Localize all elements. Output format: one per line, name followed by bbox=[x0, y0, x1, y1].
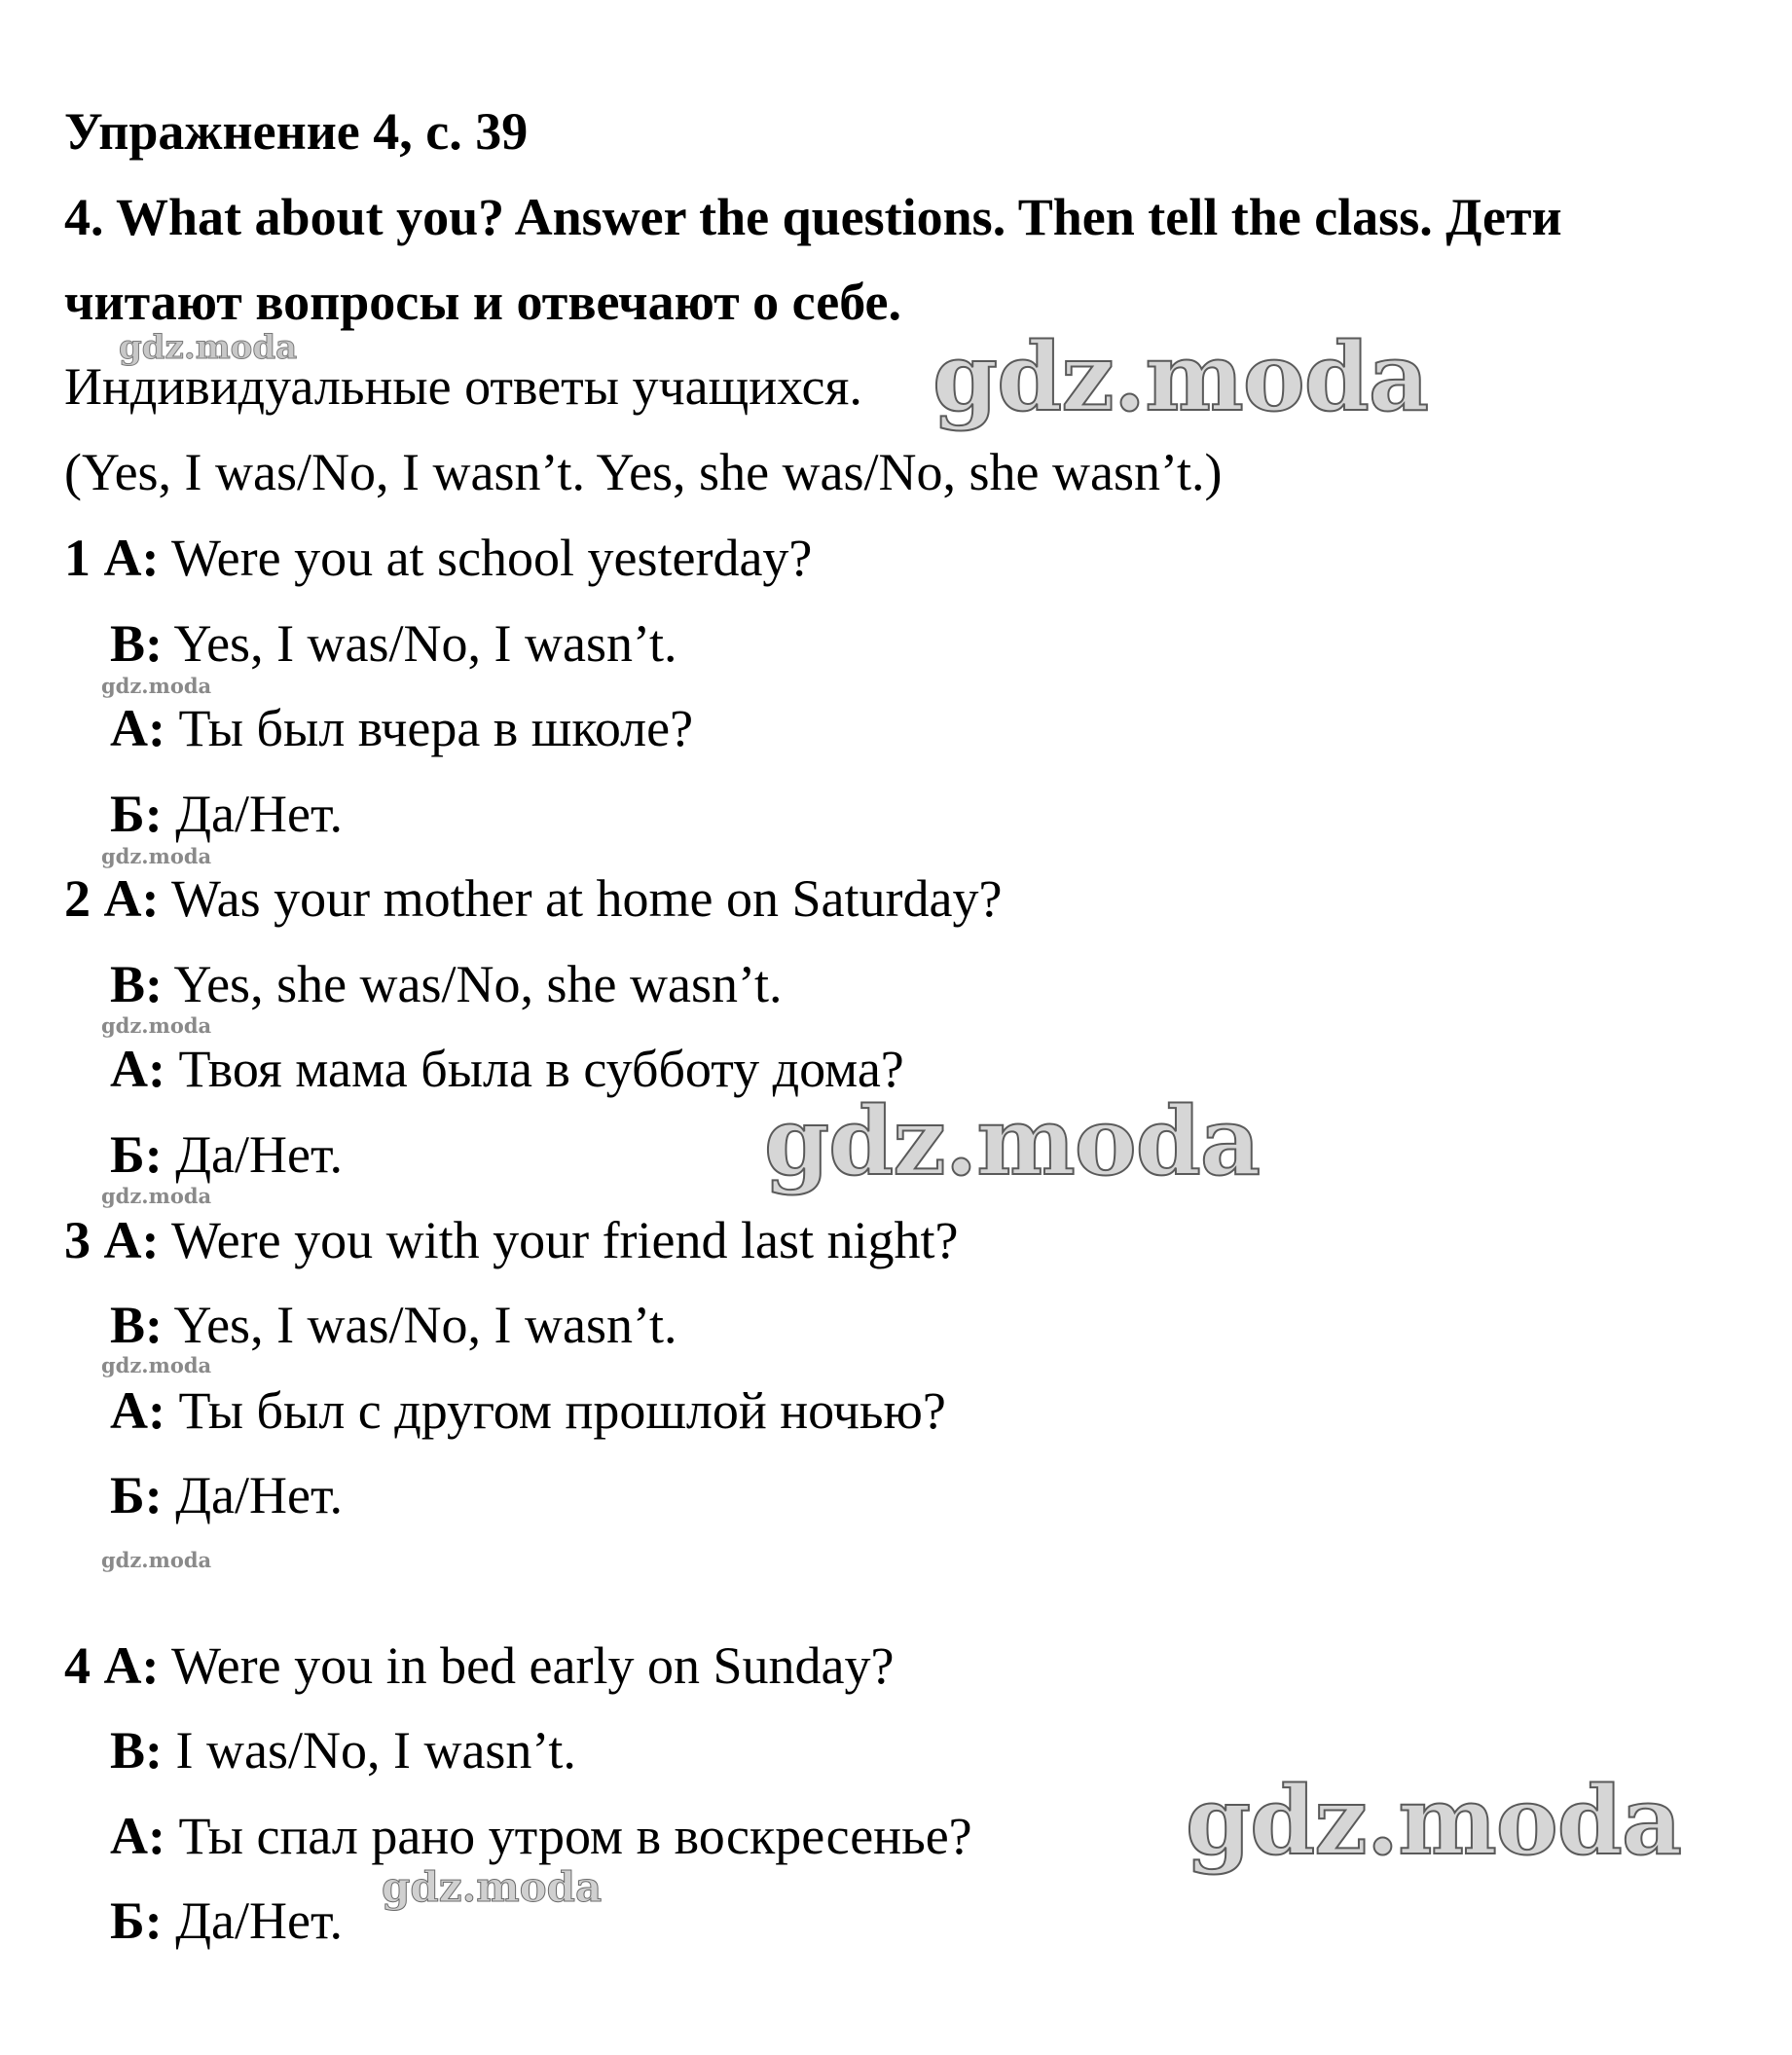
watermark: gdz.moda bbox=[101, 674, 212, 698]
speaker-a-label: A: bbox=[103, 1211, 160, 1269]
item-number: 2 bbox=[64, 869, 91, 928]
speaker-a-label: A: bbox=[103, 869, 160, 928]
watermark: gdz.moda bbox=[101, 1184, 212, 1208]
item-1-question bbox=[64, 529, 813, 587]
speaker-a-label: A: bbox=[103, 1636, 160, 1695]
translation-answer-text: Да/Нет. bbox=[175, 785, 343, 843]
speaker-b-ru-label: Б: bbox=[110, 785, 163, 843]
item-number: 1 bbox=[64, 529, 91, 587]
watermark: gdz.moda bbox=[101, 1353, 212, 1377]
speaker-b-label: B: bbox=[110, 614, 163, 673]
item-2-question bbox=[64, 869, 1003, 928]
speaker-b-ru-label: Б: bbox=[110, 1125, 163, 1184]
watermark: gdz.moda bbox=[382, 1863, 603, 1911]
task-instruction-line-1: 4. What about you? Answer the questions. Then tell the class. Дети bbox=[64, 188, 1562, 246]
question-text: Was your mother at home on Saturday? bbox=[171, 869, 1003, 928]
item-4-translation-answer bbox=[110, 1891, 343, 1950]
watermark: gdz.moda bbox=[1186, 1766, 1682, 1876]
speaker-b-ru-label: Б: bbox=[110, 1891, 163, 1950]
item-1-translation-answer bbox=[110, 785, 343, 843]
watermark: gdz.moda bbox=[933, 322, 1429, 432]
item-2-translation-answer bbox=[110, 1125, 343, 1184]
question-text: Were you with your friend last night? bbox=[171, 1211, 959, 1269]
speaker-a-ru-label: А: bbox=[110, 1381, 165, 1440]
watermark: gdz.moda bbox=[101, 1013, 212, 1038]
translation-question-text: Твоя мама была в субботу дома? bbox=[178, 1040, 904, 1098]
watermark: gdz.moda bbox=[119, 328, 298, 367]
speaker-b-label: B: bbox=[110, 1296, 163, 1354]
answer-hint: (Yes, I was/No, I wasn’t. Yes, she was/No, she wasn’t.) bbox=[64, 443, 1223, 501]
item-3-translation-answer bbox=[110, 1466, 343, 1524]
translation-answer-text: Да/Нет. bbox=[175, 1891, 343, 1950]
translation-answer-text: Да/Нет. bbox=[175, 1125, 343, 1184]
speaker-b-label: B: bbox=[110, 1721, 163, 1780]
answer-text: Yes, I was/No, I wasn’t. bbox=[173, 1296, 677, 1354]
question-text: Were you in bed early on Sunday? bbox=[171, 1636, 895, 1695]
speaker-b-ru-label: Б: bbox=[110, 1466, 163, 1524]
translation-answer-text: Да/Нет. bbox=[175, 1466, 343, 1524]
speaker-a-ru-label: А: bbox=[110, 1807, 165, 1865]
item-4-answer bbox=[110, 1721, 576, 1780]
item-4-question bbox=[64, 1636, 895, 1695]
exercise-heading: Упражнение 4, с. 39 bbox=[64, 102, 529, 161]
item-3-answer bbox=[110, 1296, 677, 1354]
answer-text: I was/No, I wasn’t. bbox=[175, 1721, 576, 1780]
item-2-answer bbox=[110, 955, 783, 1013]
item-3-question bbox=[64, 1211, 959, 1269]
watermark: gdz.moda bbox=[764, 1086, 1261, 1196]
item-4-translation-question bbox=[110, 1807, 972, 1865]
item-number: 4 bbox=[64, 1636, 91, 1695]
watermark: gdz.moda bbox=[101, 1548, 212, 1572]
answer-text: Yes, she was/No, she wasn’t. bbox=[173, 955, 783, 1013]
task-instruction-line-2: читают вопросы и отвечают о себе. bbox=[64, 273, 901, 331]
question-text: Were you at school yesterday? bbox=[171, 529, 813, 587]
translation-question-text: Ты спал рано утром в воскресенье? bbox=[178, 1807, 972, 1865]
item-number: 3 bbox=[64, 1211, 91, 1269]
individual-answers-note: Индивидуальные ответы учащихся. bbox=[64, 357, 862, 416]
watermark: gdz.moda bbox=[101, 844, 212, 868]
translation-question-text: Ты был вчера в школе? bbox=[178, 699, 694, 757]
item-1-translation-question bbox=[110, 699, 694, 757]
speaker-a-ru-label: А: bbox=[110, 699, 165, 757]
speaker-b-label: B: bbox=[110, 955, 163, 1013]
translation-question-text: Ты был с другом прошлой ночью? bbox=[178, 1381, 946, 1440]
item-3-translation-question bbox=[110, 1381, 946, 1440]
answer-text: Yes, I was/No, I wasn’t. bbox=[173, 614, 677, 673]
speaker-a-ru-label: А: bbox=[110, 1040, 165, 1098]
speaker-a-label: A: bbox=[103, 529, 160, 587]
item-1-answer bbox=[110, 614, 677, 673]
